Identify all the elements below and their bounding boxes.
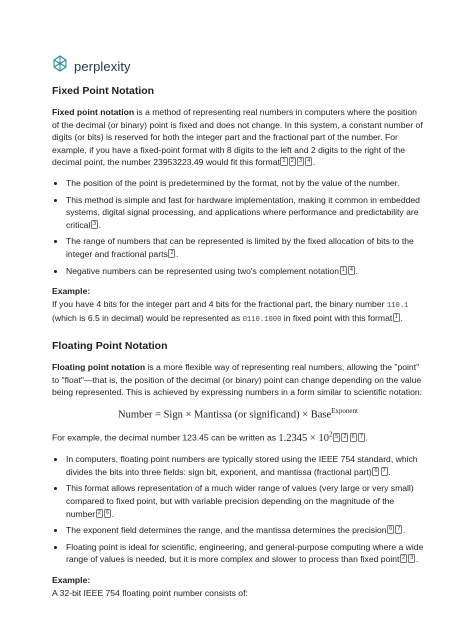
- bullet-item: • The position of the point is predetermined by the format, not by the value of the number.: [66, 177, 424, 190]
- citation-group: [339, 266, 356, 276]
- fixed-point-example: If you have 4 bits for the integer part and 4 bits for the fractional part, the binary number 110.1 (which is 6.5 in decimal) would be represented as 0110.1000 in fixed point with this format 1 .: [52, 298, 409, 325]
- citation-group: [332, 433, 365, 443]
- citation-link[interactable]: 1: [394, 314, 398, 321]
- scientific-notation-formula: Number = Sign × Mantissa (or significand) × Base$^{Exponent}$: [118, 406, 358, 421]
- floating-point-example-line: For example, the decimal number 123.45 can be written as $1.2345 \times 10^2$ 5 2 6 7 .: [52, 430, 368, 444]
- brand-name: perplexity: [74, 58, 131, 74]
- citation-group: [95, 509, 112, 519]
- bullet-item: • Floating point is ideal for scientific, engineering, and general-purpose computing where a wide range of values is needed, but it is more complex and slower to process than fixed point 2 3 .: [66, 541, 424, 566]
- term-floating-point: Floating point notation: [52, 361, 146, 372]
- bullet-item: • The range of numbers that can be represented is limited by the fixed allocation of bits to the integer and fractional parts 2 .: [66, 235, 424, 260]
- citation-link[interactable]: 3: [92, 220, 97, 227]
- citation-link[interactable]: 3: [298, 158, 303, 165]
- citation-link[interactable]: 3: [410, 555, 414, 562]
- citation-link[interactable]: 2: [402, 555, 406, 562]
- bullet-item: • This method is simple and fast for hardware implementation, making it common in embedded systems, digital signal processing, and applications where performance and predictability are critical 3 .: [66, 194, 424, 232]
- bullet-item: • The exponent field determines the range, and the mantissa determines the precision 6 7 .: [66, 524, 424, 537]
- citation-link[interactable]: 1: [341, 266, 345, 273]
- fixed-point-intro: Fixed point notation is a method of representing real numbers in computers where the position of the decimal (or binary) point is fixed and does not change. In this system, a constant number of digits (or bits) is reserved for both the integer part and the fractional part of the number. For example, if you have a fixed-point format with 8 digits to the left and 2 digits to the right of the decimal point, the number 23953223.49 would fit this format 1 2 3 4 .: [52, 107, 423, 168]
- floating-point-bullets: [52, 453, 424, 566]
- bullet-item: • Negative numbers can be represented using two's complement notation 1 4 .: [66, 265, 424, 278]
- citation-group: [168, 249, 176, 259]
- citation-group: [399, 554, 416, 564]
- citation-link[interactable]: 6: [374, 467, 378, 474]
- bullet-item: • In computers, floating point numbers are typically stored using the IEEE 754 standard, which divides the bits into three fields: sign bit, exponent, and mantissa (fractional part) 6 7 .: [66, 453, 424, 478]
- bullet-item: • This format allows representation of a much wider range of values (very large or very small) compared to fixed point, but with variable precision depending on the magnitude of the number 2 6 .: [66, 482, 424, 520]
- section-title-fixed-point: Fixed Point Notation: [52, 85, 155, 97]
- section-title-floating-point: Floating Point Notation: [52, 339, 168, 352]
- brand-logo[interactable]: [52, 55, 131, 77]
- code-binary-a: 110.1: [386, 301, 409, 310]
- article-body: [52, 84, 424, 607]
- floating-point-example: A 32-bit IEEE 754 floating point number consists of:: [52, 587, 248, 598]
- citation-link[interactable]: 4: [349, 266, 353, 273]
- citation-link[interactable]: 2: [97, 509, 101, 516]
- citation-link[interactable]: 6: [389, 526, 393, 533]
- math-expression: $1.2345 \times 10^2$: [278, 430, 333, 444]
- example-label-2: Example:: [52, 575, 91, 586]
- citation-link[interactable]: 7: [359, 433, 363, 440]
- fixed-point-bullets: [52, 177, 424, 277]
- citation-link[interactable]: 2: [170, 249, 174, 256]
- citation-group: [280, 157, 313, 167]
- term-fixed-point: Fixed point notation: [52, 107, 135, 117]
- citation-group: [387, 525, 404, 535]
- citation-link[interactable]: 7: [382, 467, 386, 474]
- citation-link[interactable]: 1: [282, 158, 286, 165]
- citation-link[interactable]: 4: [307, 158, 311, 165]
- floating-point-intro: Floating point notation is a more flexible way of representing real numbers, allowing the "point" to "float"—that is, the position of the decimal (or binary) point can change depending on the value being represented. This is achieved by expressing numbers in a form similar to scientific notation:: [52, 361, 423, 398]
- citation-link[interactable]: 2: [290, 158, 294, 165]
- perplexity-logo-icon: [52, 55, 68, 77]
- citation-group: [90, 220, 98, 230]
- citation-group: [372, 467, 389, 477]
- example-label: Example:: [52, 286, 91, 297]
- citation-link[interactable]: 2: [343, 433, 347, 440]
- citation-link[interactable]: 7: [397, 526, 401, 533]
- code-binary-b: 0110.1000: [242, 316, 282, 325]
- citation-link[interactable]: 6: [351, 433, 355, 440]
- citation-link[interactable]: 6: [105, 509, 110, 516]
- citation-link[interactable]: 5: [335, 433, 339, 440]
